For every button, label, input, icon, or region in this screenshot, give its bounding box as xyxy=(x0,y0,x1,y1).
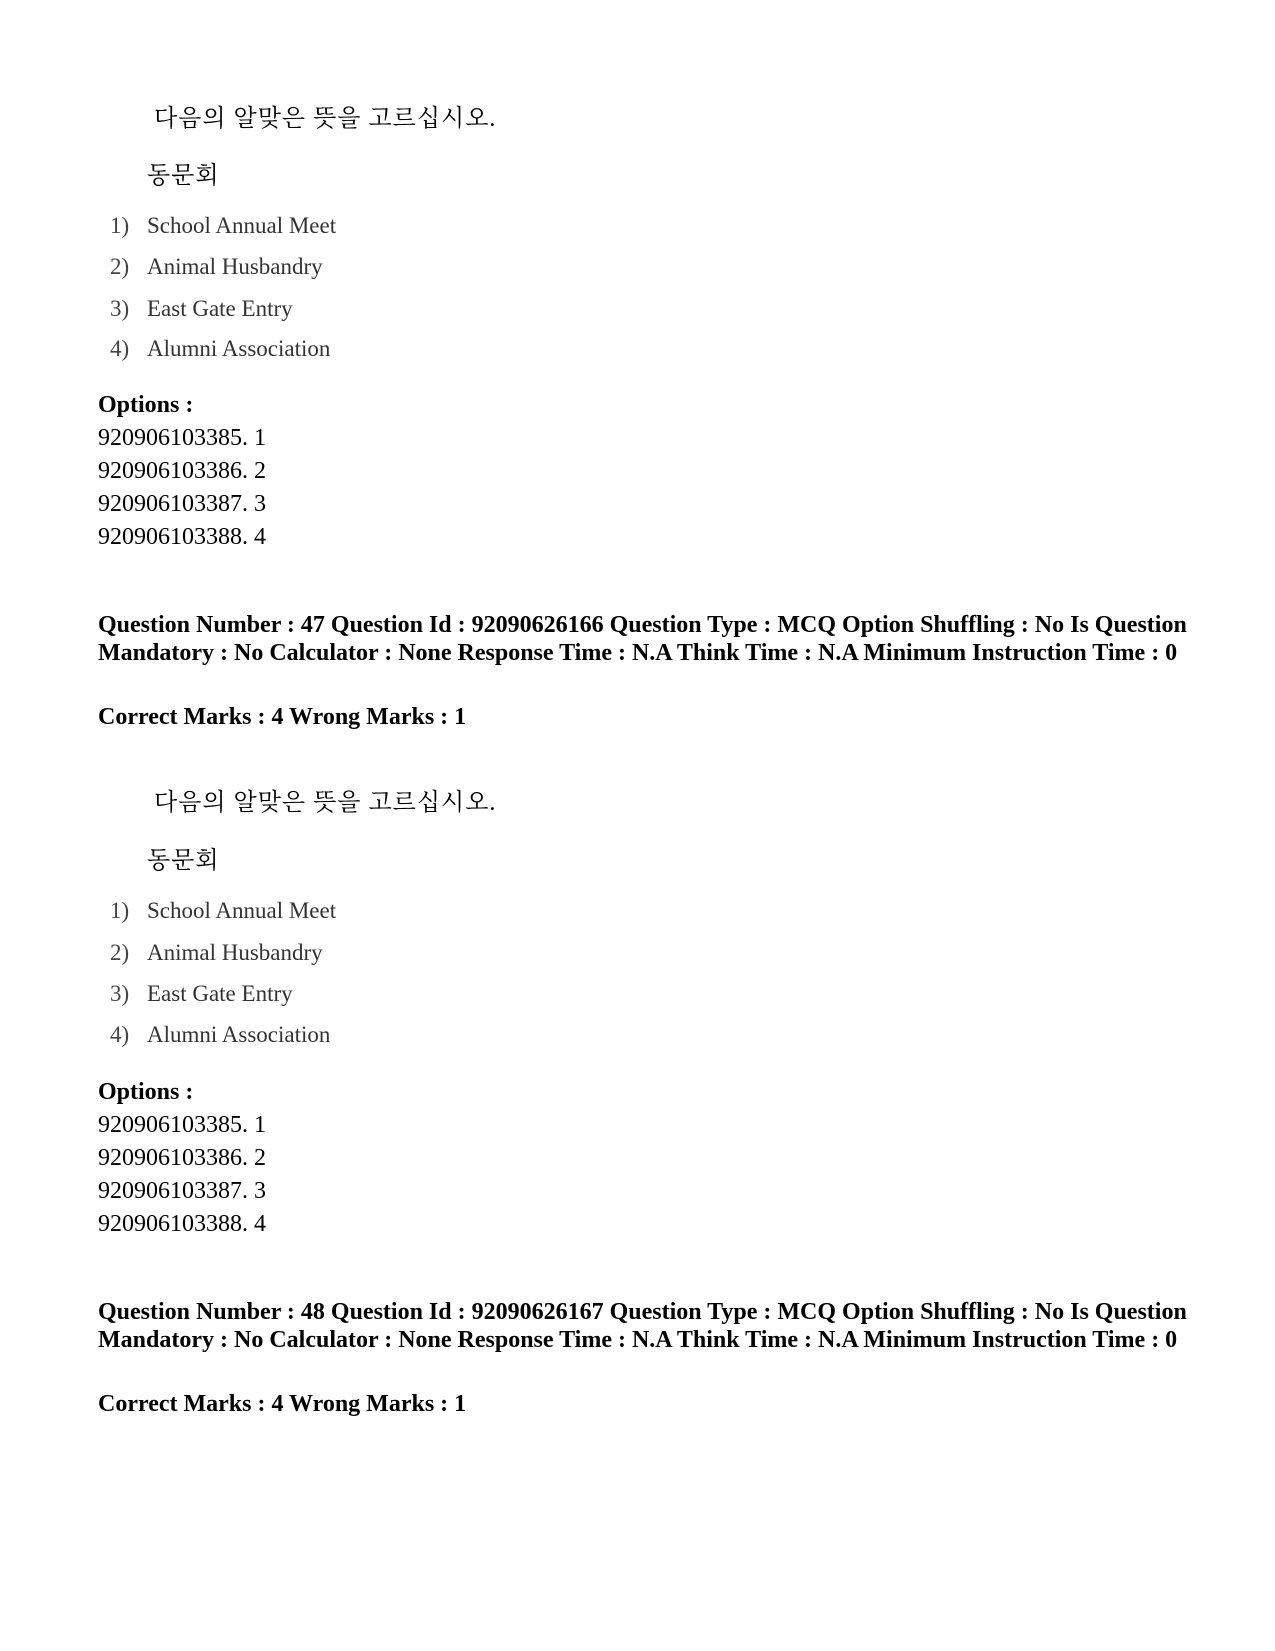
choice-text: School Annual Meet xyxy=(147,213,337,238)
choice-text: Animal Husbandry xyxy=(147,254,323,279)
option-line: 920906103387. 3 xyxy=(98,1178,266,1204)
choice-text: East Gate Entry xyxy=(147,981,293,1006)
choice-4 xyxy=(110,336,330,362)
choice-text: School Annual Meet xyxy=(147,898,337,923)
choice-number: 3) xyxy=(110,296,130,321)
choice-4 xyxy=(110,1022,330,1048)
question-instruction: 다음의 알맞은 뜻을 고르십시오. xyxy=(154,790,497,816)
choice-text: Animal Husbandry xyxy=(147,940,323,965)
question-word: 동문회 xyxy=(147,848,220,874)
question-marks: Correct Marks : 4 Wrong Marks : 1 xyxy=(98,1391,467,1417)
options-label: Options : xyxy=(98,392,194,418)
choice-number: 1) xyxy=(110,213,130,238)
option-line: 920906103385. 1 xyxy=(98,425,266,451)
choice-number: 2) xyxy=(110,940,130,965)
question-meta: Question Number : 48 Question Id : 92090626167 Question Type : MCQ Option Shuffling : No Is Question Mandatory : No Calculator : None Response Time : N.A Think Time : N.A Minimum Instruction Time : 0 xyxy=(98,1299,1187,1353)
question-word: 동문회 xyxy=(147,163,220,189)
question-meta: Question Number : 47 Question Id : 92090626166 Question Type : MCQ Option Shuffling : No Is Question Mandatory : No Calculator : None Response Time : N.A Think Time : N.A Minimum Instruction Time : 0 xyxy=(98,612,1187,666)
choice-text: Alumni Association xyxy=(147,336,331,361)
choice-number: 4) xyxy=(110,1022,130,1047)
choice-1 xyxy=(110,898,336,924)
option-line: 920906103388. 4 xyxy=(98,1211,266,1237)
choice-text: Alumni Association xyxy=(147,1022,331,1047)
choice-3 xyxy=(110,981,293,1007)
options-label: Options : xyxy=(98,1079,194,1105)
choice-text: East Gate Entry xyxy=(147,296,293,321)
choice-number: 1) xyxy=(110,898,130,923)
choice-number: 2) xyxy=(110,254,130,279)
option-line: 920906103386. 2 xyxy=(98,1145,266,1171)
choice-2 xyxy=(110,940,323,966)
option-line: 920906103385. 1 xyxy=(98,1112,266,1138)
choice-number: 4) xyxy=(110,336,130,361)
option-line: 920906103387. 3 xyxy=(98,491,266,517)
choice-1 xyxy=(110,213,336,239)
choice-2 xyxy=(110,254,323,280)
option-line: 920906103388. 4 xyxy=(98,524,266,550)
question-instruction: 다음의 알맞은 뜻을 고르십시오. xyxy=(154,106,497,132)
option-line: 920906103386. 2 xyxy=(98,458,266,484)
choice-3 xyxy=(110,296,293,322)
question-marks: Correct Marks : 4 Wrong Marks : 1 xyxy=(98,704,467,730)
choice-number: 3) xyxy=(110,981,130,1006)
